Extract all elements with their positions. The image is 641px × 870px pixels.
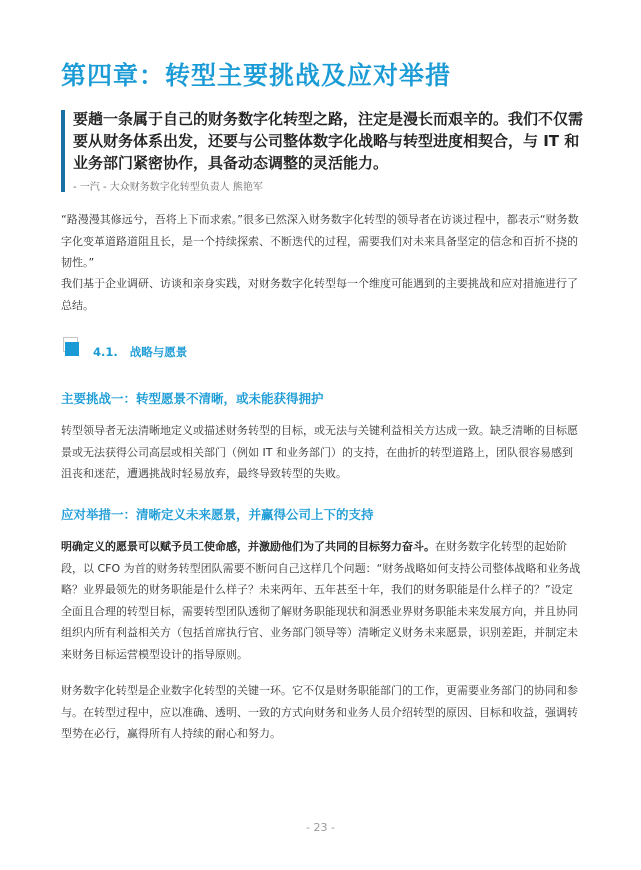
chapter-title: 第四章：转型主要挑战及应对举措 <box>61 61 452 90</box>
intro-paragraph-1: “路漫漫其修远兮，吾将上下而求索。”很多已然深入财务数字化转型的领导者在访谈过程中，都表示“财务数字化变革道路道阻且长，是一个持续探索、不断迭代的过程，需要我们对未来具备坚定的信念和百折不挠的韧性。” <box>61 213 579 269</box>
section-title: 战略与愿景 <box>129 345 188 359</box>
page-number: - 23 - <box>306 821 335 834</box>
quote-attribution: - 一汽 - 大众财务数字化转型负责人 熊艳军 <box>73 182 263 193</box>
measure-heading: 应对举措一：清晰定义未来愿景，并赢得公司上下的支持 <box>61 507 374 522</box>
section-marker-icon <box>63 337 77 351</box>
challenge-heading: 主要挑战一：转型愿景不清晰，或未能获得拥护 <box>61 391 324 406</box>
quote-accent-bar <box>61 110 65 192</box>
section-number: 4.1. <box>93 345 118 359</box>
intro-paragraph-2: 我们基于企业调研、访谈和亲身实践，对财务数字化转型每一个维度可能遇到的主要挑战和应对措施进行了总结。 <box>61 277 578 312</box>
pull-quote <box>61 108 584 194</box>
section-heading <box>93 344 187 360</box>
measure-paragraph <box>61 536 583 665</box>
measure-paragraph-2: 财务数字化转型是企业数字化转型的关键一环。它不仅是财务职能部门的工作，更需要业务部门的协同和参与。在转型过程中，应以准确、透明、一致的方式向财务和业务人员介绍转型的原因、目标和收益，强调转型势在必行，赢得所有人持续的耐心和努力。 <box>61 684 578 740</box>
challenge-body: 转型领导者无法清晰地定义或描述财务转型的目标，或无法与关键利益相关方达成一致。缺乏清晰的目标愿景或无法获得公司高层或相关部门（例如 IT 和业务部门）的支持，在曲折的转型道路上，团队很容易感到沮丧和迷茫，遭遇挑战时轻易放弃，最终导致转型的失败。 <box>61 424 578 480</box>
quote-text: 要趟一条属于自己的财务数字化转型之路，注定是漫长而艰辛的。我们不仅需要从财务体系出发，还要与公司整体数字化战略与转型进度相契合，与 IT 和业务部门紧密协作，具备动态调整的灵活能力。 <box>73 110 584 172</box>
measure-body: 在财务数字化转型的起始阶段，以 CFO 为首的财务转型团队需要不断问自己这样几个问题：“财务战略如何支持公司整体战略和业务战略？业界最领先的财务职能是什么样子？未来两年、五年甚至十年，我们的财务职能是什么样子的？”设定全面且合理的转型目标，需要转型团队透彻了解财务职能现状和洞悉业界财务职能未来发展方向，并且协同组织内所有利益相关方（包括首席执行官、业务部门领导等）清晰定义财务未来愿景，识别差距，并制定未来财务目标运营模型设计的指导原则。 <box>61 540 581 661</box>
measure-lead-sentence: 明确定义的愿景可以赋予员工使命感，并激励他们为了共同的目标努力奋斗。 <box>61 540 435 553</box>
